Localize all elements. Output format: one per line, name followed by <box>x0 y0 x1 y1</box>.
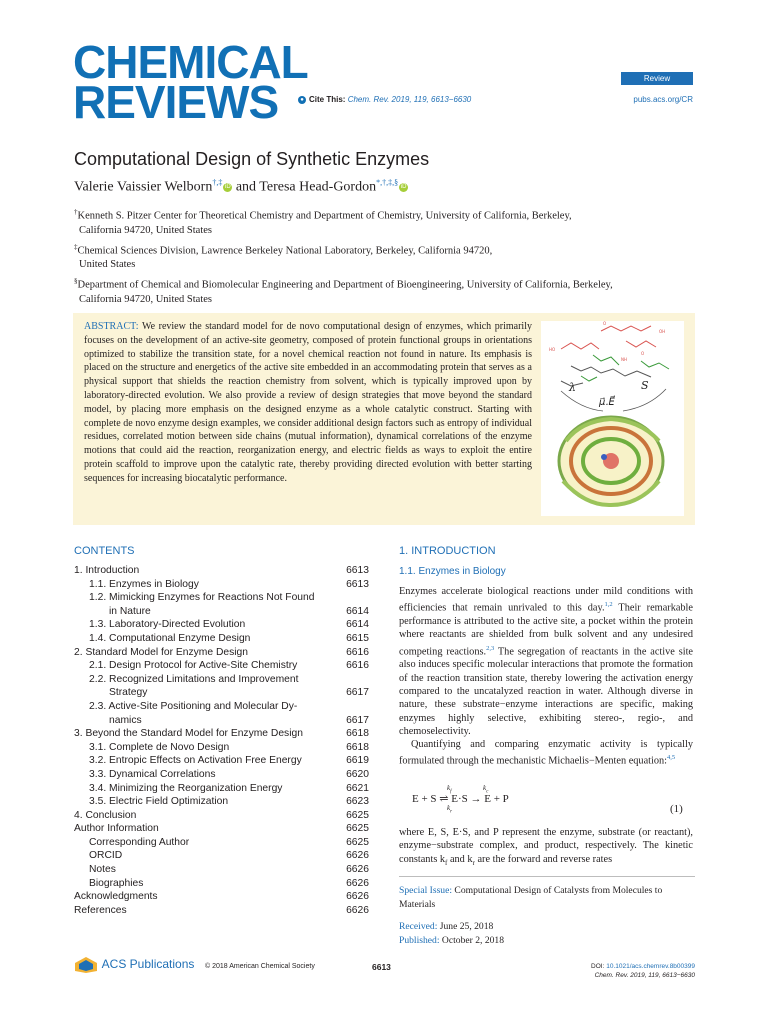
affiliation <box>74 205 699 238</box>
toc-entry[interactable] <box>74 632 369 646</box>
affiliation-mark: ‡ <box>74 242 78 251</box>
logo-line1: CHEMICAL <box>73 36 308 88</box>
toc-entry[interactable] <box>74 741 369 755</box>
svg-text:O: O <box>603 321 607 326</box>
equation: E + S ⇌ E·S → E + P $k_f$ $k_r$ $k_c$ <box>412 784 509 815</box>
toc-entry-page: 6618 <box>346 728 369 740</box>
toc-entry-page: 6614 <box>346 619 369 631</box>
svg-text:OH: OH <box>659 329 666 334</box>
abstract <box>84 320 532 486</box>
article-dates <box>399 920 504 948</box>
affiliation <box>74 274 699 307</box>
toc-entry[interactable] <box>74 673 369 687</box>
toc-entry[interactable] <box>74 782 369 796</box>
toc-entry-page: 6626 <box>346 850 369 862</box>
toc-entry[interactable] <box>74 904 369 918</box>
author-1: Valerie Vaissier Welborn <box>74 179 213 195</box>
toc-entry[interactable] <box>74 809 369 823</box>
toc-entry[interactable] <box>74 646 369 660</box>
toc-entry-page: 6625 <box>346 809 369 821</box>
intro-text-continued <box>399 826 693 870</box>
toc-entry-page: 6616 <box>346 646 369 658</box>
affiliations <box>74 205 699 309</box>
toc-entry-page: 6613 <box>346 578 369 590</box>
affiliation-mark: § <box>74 277 78 285</box>
toc-entry-page: 6626 <box>346 904 369 916</box>
toc-entry-label: in Nature <box>109 605 151 617</box>
toc-entry[interactable] <box>74 618 369 632</box>
toc-entry[interactable] <box>74 890 369 904</box>
author-2-marks: *,†,‡,§ <box>376 178 399 187</box>
toc-entry-label: 2.3. Active-Site Positioning and Molecular Dy- <box>89 700 298 712</box>
orcid-icon[interactable]: iD <box>400 183 407 190</box>
affiliation-text: Department of Chemical and Biomolecular Engineering and Department of Bioengineering, University of California, Berkeley, <box>77 279 613 291</box>
toc-entry-label: Biographies <box>89 877 144 889</box>
citation-ref[interactable]: 4,5 <box>667 754 676 762</box>
affiliation-text: California 94720, United States <box>79 224 212 236</box>
toc-entry-page: 6621 <box>346 782 369 794</box>
article-title: Computational Design of Synthetic Enzymes <box>74 149 430 169</box>
toc-entry-label: 1.4. Computational Enzyme Design <box>89 632 251 644</box>
intro-paragraph: Quantifying and comparing enzymatic activity is typically formulated through the mechanistic Michaelis−Menten equation:$^{4,5}$ <box>399 739 693 767</box>
received-label: Received: <box>399 921 438 932</box>
orcid-icon[interactable]: iD <box>224 183 231 190</box>
affiliation-text: Chemical Sciences Division, Lawrence Berkeley National Laboratory, Berkeley, California 94720, <box>77 245 493 256</box>
toc-entry-label: 1.1. Enzymes in Biology <box>89 578 199 590</box>
special-issue-text: Computational Design of Catalysts from Molecules to Materials <box>399 885 663 910</box>
toc-entry[interactable] <box>74 795 369 809</box>
toc-entry-page: 6625 <box>346 823 369 835</box>
toc-entry-label: 4. Conclusion <box>74 809 137 821</box>
toc-entry-label: Author Information <box>74 823 159 835</box>
toc-entry-page: 6623 <box>346 796 369 808</box>
review-badge: Review <box>621 72 693 85</box>
doi-label: DOI: <box>591 963 607 970</box>
toc-entry[interactable] <box>74 822 369 836</box>
citation-ref[interactable]: 1,2 <box>604 601 613 609</box>
toc-entry-page: 6615 <box>346 632 369 644</box>
enzyme-figure <box>541 321 684 516</box>
toc-entry-label: 2.1. Design Protocol for Active-Site Chemistry <box>89 660 298 672</box>
toc-entry-label: 1.2. Mimicking Enzymes for Reactions Not Found <box>89 592 315 604</box>
toc-entry-label: Notes <box>89 864 116 876</box>
citation-ref[interactable]: 2,3 <box>486 644 495 652</box>
toc-entry-page <box>339 591 369 605</box>
toc-entry-page: 6619 <box>346 755 369 767</box>
toc-entry-label: 3.5. Electric Field Optimization <box>89 796 229 808</box>
toc-entry[interactable] <box>74 564 369 578</box>
affiliation-mark: † <box>74 208 78 216</box>
toc-entry-label: 3.4. Minimizing the Reorganization Energy <box>89 782 283 794</box>
lambda-label: λ <box>569 381 576 394</box>
equation-number: (1) <box>670 803 683 815</box>
author-2: Teresa Head-Gordon <box>259 179 377 195</box>
toc-graphic <box>541 321 684 516</box>
toc-entry-label: 2.2. Recognized Limitations and Improvement <box>89 673 299 685</box>
cite-icon: ● <box>298 96 306 104</box>
cite-this[interactable] <box>298 95 471 104</box>
toc-entry-label: 2. Standard Model for Enzyme Design <box>74 646 248 658</box>
acs-hexagon-icon <box>73 956 99 974</box>
divider <box>399 876 695 877</box>
toc-entry[interactable] <box>74 714 369 728</box>
toc-entry[interactable] <box>74 849 369 863</box>
toc-entry-page: 6618 <box>346 741 369 753</box>
toc-entry-page <box>339 700 369 714</box>
toc-entry-page: 6617 <box>346 714 369 726</box>
published-date: October 2, 2018 <box>441 935 505 946</box>
intro-paragraph: where E, S, E·S, and P represent the enzyme, substrate (or reactant), enzyme−substrate complex, and product, respectively. The kinetic constants $k_f$ and $k_r$ are the forward and reverse rates <box>399 827 693 867</box>
toc-entry-page: 6617 <box>346 687 369 699</box>
affiliation-text: Kenneth S. Pitzer Center for Theoretical Chemistry and Department of Chemistry, University of California, Berkeley, <box>77 210 572 222</box>
special-issue-label: Special Issue: <box>399 885 453 896</box>
affiliation-text: United States <box>79 259 136 270</box>
toc-entry[interactable] <box>74 727 369 741</box>
toc-entry-page: 6614 <box>346 605 369 617</box>
toc-entry-label: ORCID <box>89 850 123 862</box>
toc-entry-label: 1.3. Laboratory-Directed Evolution <box>89 619 246 631</box>
author-line <box>74 178 408 196</box>
toc-entry-label: References <box>74 904 127 916</box>
page-number: 6613 <box>372 962 391 972</box>
toc-entry-label: 3. Beyond the Standard Model for Enzyme Design <box>74 728 303 740</box>
svg-text:O: O <box>641 351 645 356</box>
toc-entry-label: Acknowledgments <box>74 891 158 903</box>
svg-text:HO: HO <box>549 347 556 352</box>
special-issue <box>399 884 695 911</box>
toc-entry-page: 6616 <box>346 660 369 672</box>
toc-entry[interactable] <box>74 578 369 592</box>
toc-entry[interactable] <box>74 863 369 877</box>
abstract-body: We review the standard model for de novo computational design of enzymes, which primarily focuses on the development of an active-site geometry, composed of protein functional groups in orientations optimized to stabilize the transition state, for a novel chemical reaction not found in nature. Its emphasis is placed on the structure and energetics of the active site embedded in an accommodating protein that serves as a physical support that shields the reaction chemistry from solvent, which is typically improved upon by laboratory-directed evolution. We also provide a review of design strategies that move beyond the standard model, by placing more emphasis on the designed enzyme as a whole catalytic construct. Starting with complete de novo enzyme design examples, we consider additional design factors such as entropy of individual residues, correlated motion between side chains (mutual information), dynamical correlations of the enzyme motions that could aid the reaction, reorganization energy, and electric fields as ways to exploit the entire protein scaffold to improve upon the catalytic rate, thereby providing directed evolution with better starting sequences for increasing biocatalytic performance. <box>84 321 532 484</box>
toc-entry-label: namics <box>109 714 142 726</box>
cite-label: Cite This: <box>309 95 346 104</box>
toc-entry-page: 6625 <box>346 836 369 848</box>
publisher-name: ACS Publications <box>101 957 195 972</box>
toc-entry[interactable] <box>74 591 369 605</box>
toc-entry[interactable] <box>74 836 369 850</box>
doi-link[interactable]: 10.1021/acs.chemrev.8b00399 <box>606 963 695 970</box>
copyright: © 2018 American Chemical Society <box>205 963 315 970</box>
journal-url[interactable]: pubs.acs.org/CR <box>633 95 693 104</box>
toc-entry-label: Strategy <box>109 687 148 699</box>
contents-list <box>74 564 369 917</box>
intro-heading: 1. INTRODUCTION <box>399 545 496 557</box>
logo-line2: REVIEWS <box>73 76 279 128</box>
intro-text <box>399 585 693 768</box>
svg-text:NH: NH <box>621 357 627 362</box>
intro-paragraph: Enzymes accelerate biological reactions under mild conditions with efficiencies that remain unrivaled to this day.$^{1,2}$ Their remarkable performance is attributed to the active site, a pocket within the protein where reactants are shielded from bulk solvent and any undesired competing reactions.$^{2,3}$ The segregation of reactants in the active site also induces specific molecular interactions that promote the formation of the reaction transition state, thereby lowering the activation energy compared to the uncatalyzed reaction in water. Although diverse in nature, these substrate−enzyme interactions are specific, making enzymes highly selective, exhibiting stereo-, regio-, and chemoselectivity. <box>399 586 694 737</box>
contents-heading: CONTENTS <box>74 545 135 557</box>
toc-entry-page <box>339 673 369 687</box>
toc-entry[interactable] <box>74 605 369 619</box>
toc-entry[interactable] <box>74 877 369 891</box>
toc-entry-page: 6613 <box>346 565 369 576</box>
cite-ref[interactable]: Chem. Rev. 2019, 119, 6613−6630 <box>347 95 472 104</box>
toc-entry[interactable] <box>74 659 369 673</box>
toc-entry-page: 6626 <box>346 864 369 876</box>
toc-entry-page: 6626 <box>346 877 369 889</box>
toc-entry-label: Corresponding Author <box>89 836 190 848</box>
toc-entry-page: 6626 <box>346 891 369 903</box>
affiliation <box>74 240 699 273</box>
received-date: June 25, 2018 <box>439 921 494 932</box>
author-1-marks: †,‡ <box>212 178 223 187</box>
toc-entry[interactable] <box>74 686 369 700</box>
toc-entry-page: 6620 <box>346 768 369 780</box>
toc-entry-label: 3.2. Entropic Effects on Activation Free Energy <box>89 755 302 767</box>
toc-entry-label: 1. Introduction <box>74 565 140 576</box>
affiliation-text: California 94720, United States <box>79 293 212 305</box>
abstract-label: ABSTRACT: <box>84 321 139 332</box>
doi-block <box>545 962 695 980</box>
toc-entry-label: 3.1. Complete de Novo Design <box>89 741 230 753</box>
author-and: and <box>235 179 257 195</box>
published-label: Published: <box>399 935 440 946</box>
s-label: S <box>641 379 649 392</box>
acs-publications-logo[interactable] <box>73 956 194 974</box>
footer-cite: Chem. Rev. 2019, 119, 6613−6630 <box>594 972 695 979</box>
intro-subheading: 1.1. Enzymes in Biology <box>399 566 506 577</box>
toc-entry-label: 3.3. Dynamical Correlations <box>89 768 216 780</box>
toc-entry[interactable] <box>74 768 369 782</box>
journal-logo <box>73 36 308 128</box>
toc-entry[interactable] <box>74 700 369 714</box>
toc-entry[interactable] <box>74 754 369 768</box>
mu-e-label: μ⃗.E⃗ <box>599 397 615 408</box>
